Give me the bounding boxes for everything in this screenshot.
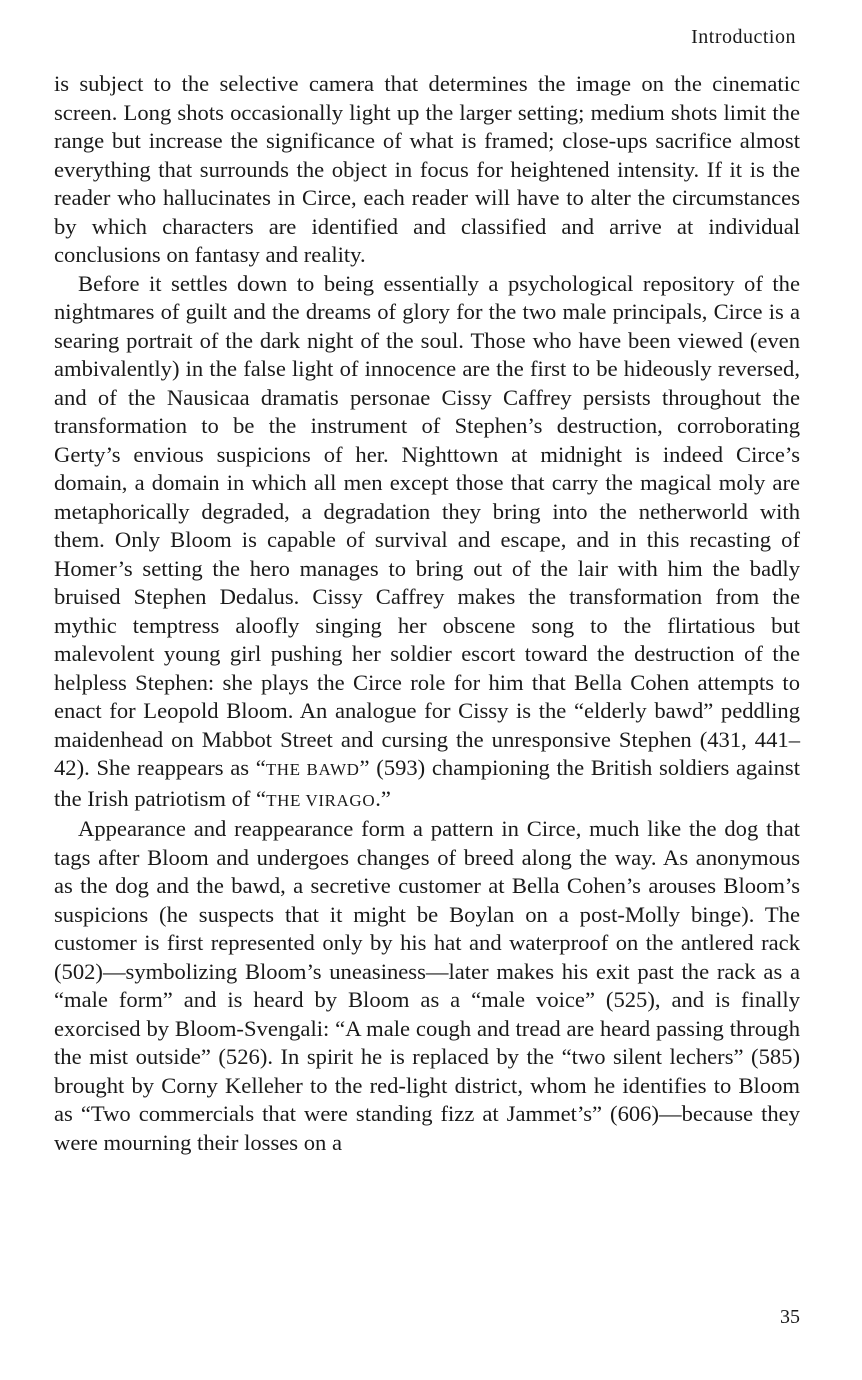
paragraph-2-text-c: .” [375, 785, 391, 811]
paragraph-3: Appearance and reappearance form a pattern in Circe, much like the dog that tags after Bloom and undergoes changes of breed along the way. As anonymous as the dog and the bawd, a secretive customer at Bella Cohen’s arouses Bloom’s suspicions (he suspects that it might be Boylan on a post-Molly binge). The customer is first represented only by his hat and waterproof on the antlered rack (502)—symbolizing Bloom’s uneasiness—later makes his exit past the rack as a “male form” and is heard by Bloom as a “male voice” (525), and is finally exorcised by Bloom-Svengali: “A male cough and tread are heard passing through the mist outside” (526). In spirit he is replaced by the “two silent lechers” (585) brought by Corny Kelleher to the red-light district, whom he identifies to Bloom as “Two commercials that were standing fizz at Jammet’s” (606)—because they were mourning their losses on a [54, 816, 800, 1155]
body-text [54, 70, 800, 1157]
paragraph-2-text-a: Before it settles down to being essentially a psychological repository of the nightmares of guilt and the dreams of glory for the two male principals, Circe is a searing portrait of the dark night of the soul. Those who have been viewed (even ambivalently) in the false light of innocence are the first to be hideously reversed, and of the Nausicaa dramatis personae Cissy Caffrey persists throughout the transformation to be the instrument of Stephen’s destruction, corroborating Gerty’s envious suspicions of her. Nighttown at midnight is indeed Circe’s domain, a domain in which all men except those that carry the magical moly are metaphorically degraded, a degradation they bring into the netherworld with them. Only Bloom is capable of survival and escape, and in this recasting of Homer’s setting the hero manages to bring out of the lair with him the badly bruised Stephen Dedalus. Cissy Caffrey makes the transformation from the mythic temptress aloofly singing her obscene song to the flirtatious but malevolent young girl pushing her soldier escort toward the destruction of the helpless Stephen: she plays the Circe role for him that Bella Cohen attempts to enact for Leopold Bloom. An analogue for Cissy is the “elderly bawd” peddling maidenhead on Mabbot Street and cursing the unresponsive Stephen (431, 441–42). She reappears as “ [54, 270, 800, 780]
page-number: 35 [780, 1306, 800, 1328]
running-head: Introduction [691, 26, 796, 48]
small-caps-the-bawd: THE BAWD [265, 760, 360, 779]
paragraph-2-text-b: ” (593) championing the British soldiers against the Irish patriotism of “ [54, 755, 800, 811]
paragraph-1: is subject to the selective camera that determines the image on the cinematic screen. Long shots occasionally light up the larger setting; medium shots limit the range but increase the significance of what is framed; close-ups sacrifice almost everything that surrounds the object in focus for heightened intensity. If it is the reader who hallucinates in Circe, each reader will have to alter the circumstances by which characters are identified and classified and arrive at individual conclusions on fantasy and reality. [54, 71, 800, 267]
paragraph-2 [54, 270, 800, 816]
small-caps-the-virago: THE VIRAGO [266, 790, 376, 810]
